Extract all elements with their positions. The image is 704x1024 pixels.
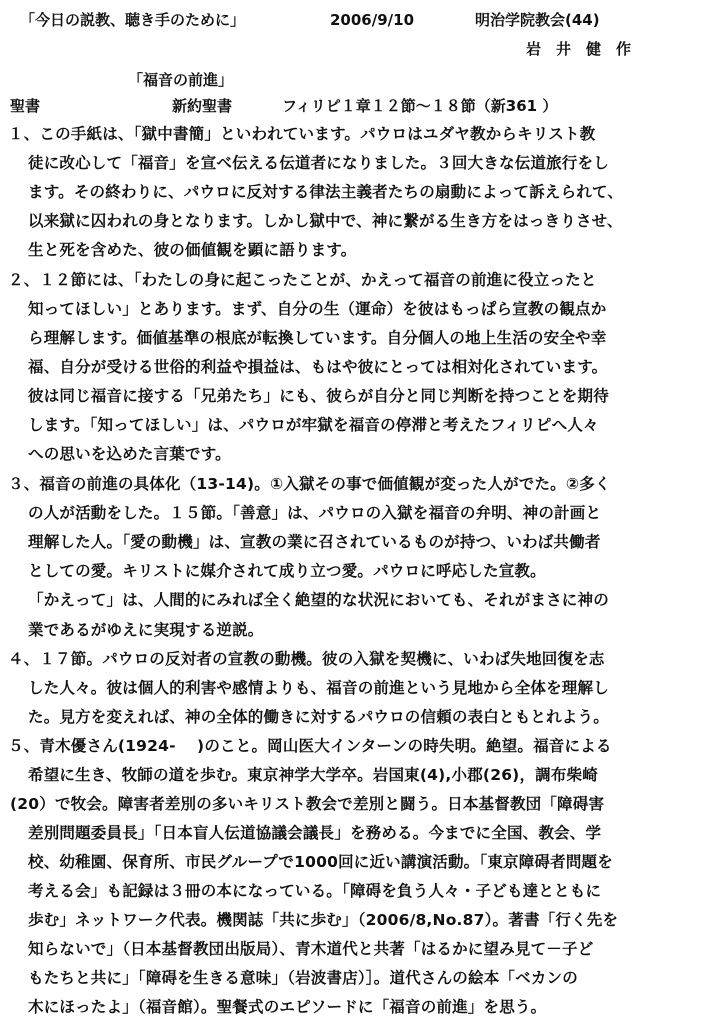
series-title: 「今日の説教、聴き手のために」 bbox=[20, 11, 246, 29]
body-line: 以来獄に囚われの身となります。しかし獄中で、神に繋がる生き方をはっきりさせ、 bbox=[28, 212, 623, 230]
body-line: への思いを込めた言葉です。 bbox=[28, 445, 231, 463]
body-line: した人々。彼は個人的利害や感情よりも、福音の前進という見地から全体を理解し bbox=[28, 679, 609, 697]
body-line: ４、１７節。パウロの反対者の宣教の動機。彼の入獄を契機に、いわば失地回復を志 bbox=[8, 650, 605, 668]
body-line: 福、自分が受ける世俗的利益や損益は、もはや彼にとっては相対化されています。 bbox=[28, 358, 608, 376]
body-line: もたちと共に」「障碍を生きる意味」（岩波書店）］。道代さんの絵本「ベカンの bbox=[28, 969, 578, 987]
author-name: 岩 井 健 作 bbox=[526, 40, 632, 58]
body-line: 歩む」ネットワーク代表。機関誌「共に歩む」（2006/8,No.87）。著書「行く先を bbox=[28, 911, 619, 929]
body-line: 「かえって」は、人間的にみれば全く絶望的な状況においても、それがまさに神の bbox=[28, 591, 609, 609]
body-line: 考える会」も記録は３冊の本になっている。「障碍を負う人々・子ども達とともに bbox=[28, 882, 602, 900]
body-line: １、この手紙は、「獄中書簡」といわれています。パウロはユダヤ教からキリスト教 bbox=[8, 125, 596, 143]
body-line: としての愛。キリストに媒介されて成り立つ愛。パウロに呼応した宣教。 bbox=[28, 562, 546, 580]
body-line: ５、青木優さん(1924- )のこと。岡山医大インターンの時失明。絶望。福音による bbox=[8, 737, 612, 755]
body-line: ら理解します。価値基準の根底が転換しています。自分個人の地上生活の安全や幸 bbox=[28, 329, 607, 347]
sermon-date: 2006/9/10 bbox=[330, 11, 415, 29]
body-line: 知らないで」（日本基督教団出版局）、青木道代と共著「はるかに望み見て－子ど bbox=[28, 940, 594, 958]
church-name: 明治学院教会(44) bbox=[475, 11, 600, 29]
body-line: 理解した人。「愛の動機」は、宣教の業に召されているものが持つ、いわば共働者 bbox=[28, 533, 601, 551]
body-line: 業であるがゆえに実現する逆説。 bbox=[28, 621, 264, 639]
scripture-book: 新約聖書 bbox=[172, 97, 233, 115]
body-line: 徒に改心して「福音」を宣べ伝える伝道者になりました。３回大きな伝道旅行をし bbox=[28, 154, 609, 172]
body-line: 校、幼稚園、保育所、市民グループで1000回に近い講演活動。「東京障碍者問題を bbox=[28, 853, 613, 871]
body-line: ます。その終わりに、パウロに反対する律法主義者たちの扇動によって訴えられて、 bbox=[28, 183, 624, 201]
body-line: (20）で牧会。障害者差別の多いキリスト教会で差別と闘う。日本基督教団「障碍害 bbox=[10, 795, 605, 813]
body-line: 差別問題委員長」「日本盲人伝道協議会議長」を務める。今までに全国、教会、学 bbox=[28, 824, 602, 842]
body-line: ３、福音の前進の具体化（13-14)。①入獄その事で価値観が変った人がでた。②多く bbox=[8, 475, 611, 493]
body-line: 彼は同じ福音に接する「兄弟たち」にも、彼らが自分と同じ判断を持つことを期待 bbox=[28, 387, 609, 405]
body-line: します。「知ってほしい」は、パウロが牢獄を福音の停滞と考えたフィリピへ人々 bbox=[28, 416, 599, 434]
body-line: の人が活動をした。１５節。「善意」は、パウロの入獄を福音の弁明、神の計画と bbox=[28, 504, 602, 522]
body-line: ２、１２節には、「わたしの身に起こったことが、かえって福音の前進に役立ったと bbox=[8, 271, 597, 289]
body-line: 知ってほしい」とあります。まず、自分の生（運命）を彼はもっぱら宣教の観点か bbox=[28, 300, 607, 318]
sermon-title: 「福音の前進」 bbox=[128, 71, 234, 89]
body-line: た。見方を変えれば、神の全体的働きに対するパウロの信頼の表白ともとれよう。 bbox=[28, 708, 609, 726]
scripture-reference: フィリピ１章１２節～１８節（新361 ） bbox=[282, 97, 558, 115]
body-line: 生と死を含めた、彼の価値観を顕に語ります。 bbox=[28, 241, 357, 259]
scripture-label: 聖書 bbox=[10, 97, 41, 115]
body-line: 木にほったよ」（福音館）。聖餐式のエピソードに「福音の前進」を思う。 bbox=[28, 998, 547, 1016]
body-line: 希望に生き、牧師の道を歩む。東京神学大学卒。岩国東(4),小郡(26)，調布柴崎 bbox=[28, 766, 598, 784]
